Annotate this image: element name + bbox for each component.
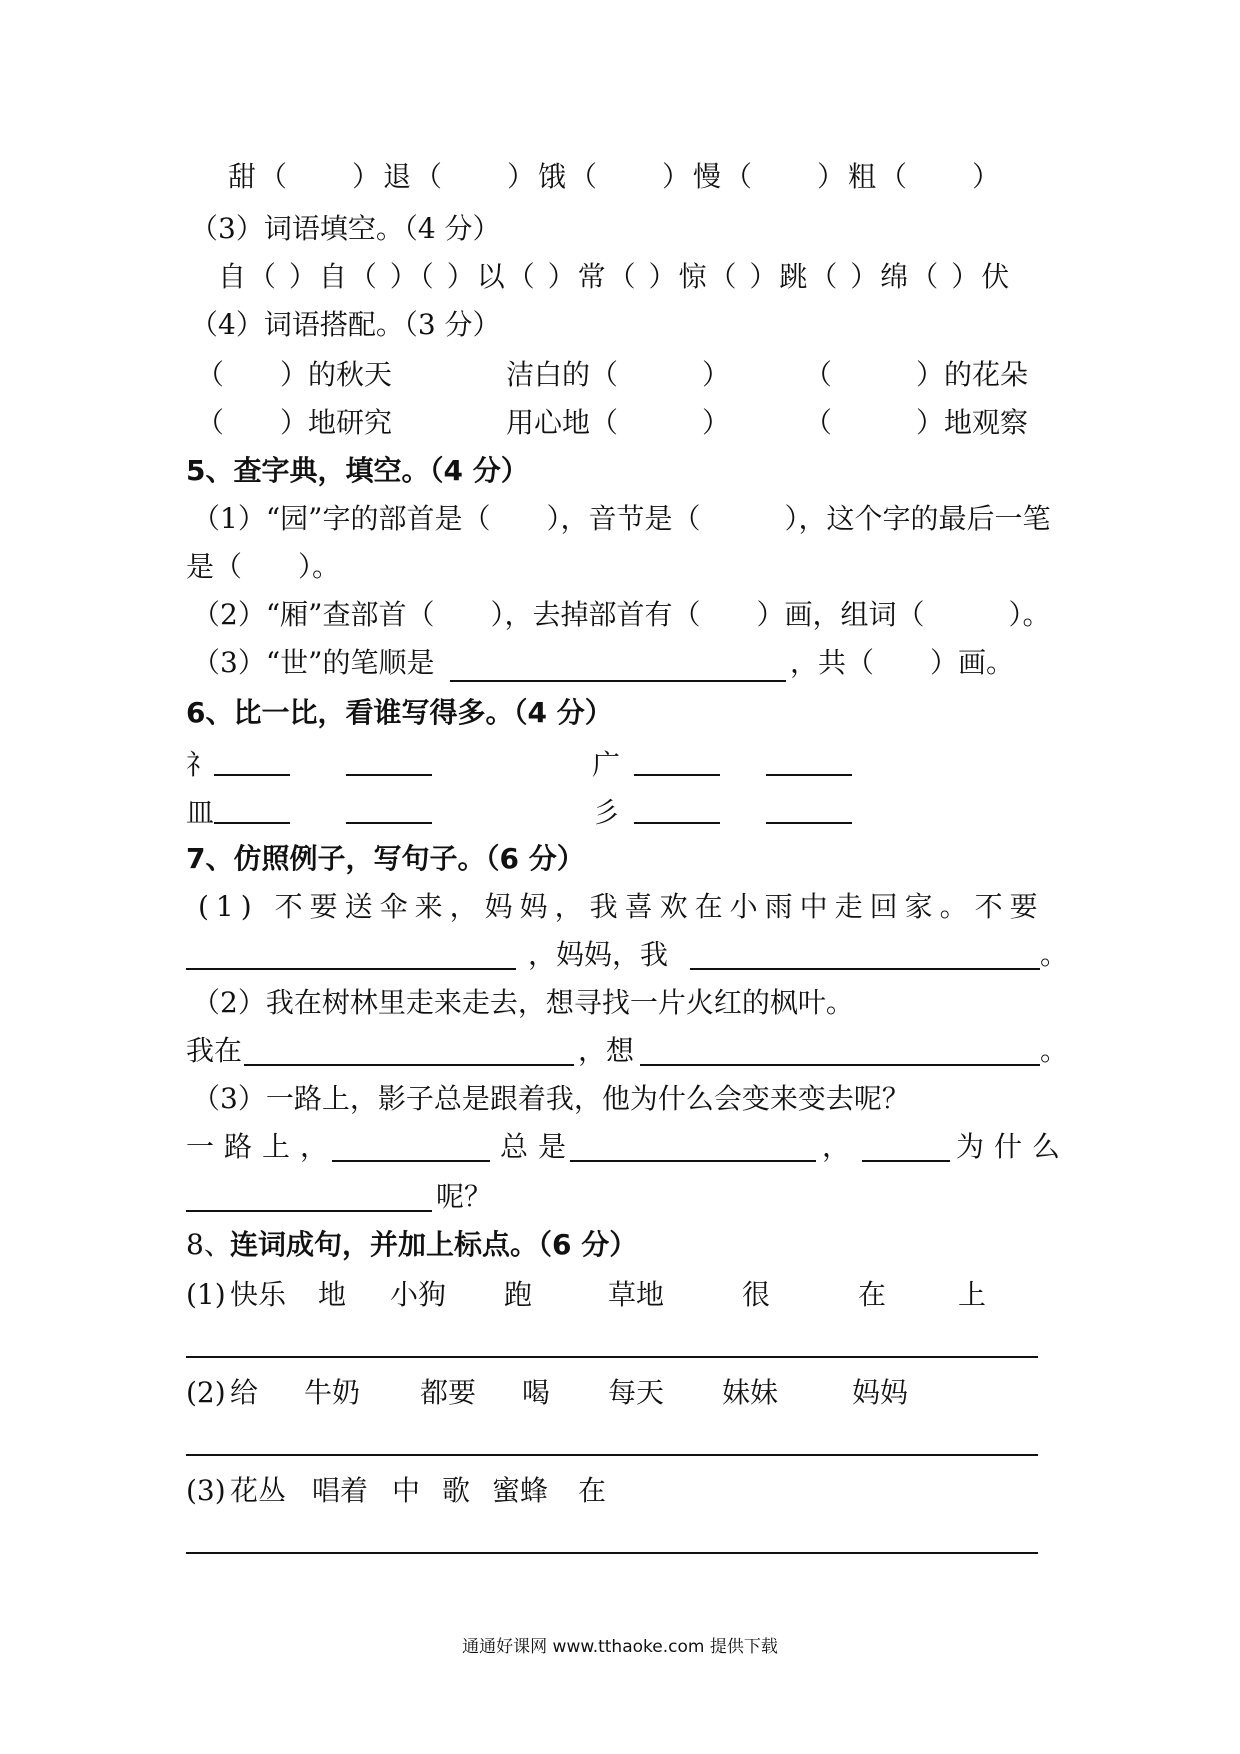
word-tile: 唱着 bbox=[312, 1474, 369, 1507]
write-blank[interactable] bbox=[214, 774, 290, 776]
q4-part3-title: （3）词语填空。（4 分） bbox=[190, 212, 501, 245]
q7-ex3-end: 呢？ bbox=[436, 1180, 493, 1213]
sentence-blank[interactable] bbox=[244, 1064, 574, 1066]
word-tile: 歌 bbox=[442, 1474, 471, 1507]
s3-number: (3) bbox=[186, 1474, 226, 1507]
match-item: 用心地（ ） bbox=[506, 406, 731, 439]
q4-part4-title: （4）词语搭配。（3 分） bbox=[190, 308, 501, 341]
word-tile: 牛奶 bbox=[304, 1376, 361, 1409]
word-tile: 跑 bbox=[504, 1278, 533, 1311]
answer-line[interactable] bbox=[186, 1454, 1038, 1456]
sentence-blank[interactable] bbox=[570, 1160, 816, 1162]
word-tile: 妈妈 bbox=[852, 1376, 909, 1409]
sentence-blank[interactable] bbox=[186, 1210, 432, 1212]
q7-example1: (1) 不要送伞来，妈妈，我喜欢在小雨中走回家。不要 bbox=[198, 890, 1045, 923]
radical-min: 皿 bbox=[186, 796, 215, 829]
word-tile: 上 bbox=[958, 1278, 987, 1311]
q7-ex1-end: 。 bbox=[1040, 938, 1069, 971]
word-tile: 喝 bbox=[522, 1376, 551, 1409]
match-item: （ ）地研究 bbox=[196, 406, 393, 439]
q8-title-number: 8、 bbox=[186, 1228, 232, 1261]
q5-line3-prefix: （3）“世”的笔顺是 bbox=[192, 646, 435, 679]
word-tile: 都要 bbox=[420, 1376, 477, 1409]
word-tile: 中 bbox=[392, 1474, 421, 1507]
word-tile: 地 bbox=[318, 1278, 347, 1311]
match-item: （ ）地观察 bbox=[804, 406, 1029, 439]
q7-ex1-middle: ，妈妈，我 bbox=[528, 938, 669, 971]
q7-ex3-weishenme: 为什么 bbox=[956, 1130, 1071, 1163]
write-blank[interactable] bbox=[766, 774, 852, 776]
sentence-blank[interactable] bbox=[332, 1160, 490, 1162]
sentence-blank[interactable] bbox=[640, 1064, 1040, 1066]
word-tile: 妹妹 bbox=[722, 1376, 779, 1409]
radical-shi: 礻 bbox=[186, 748, 215, 781]
match-item: 洁白的（ ） bbox=[506, 358, 731, 391]
q7-ex2-prefix: 我在 bbox=[186, 1034, 243, 1067]
sentence-blank[interactable] bbox=[862, 1160, 950, 1162]
q5-title: 5、查字典，填空。（4 分） bbox=[186, 454, 529, 487]
antonym-row: 甜（ ）退（ ）饿（ ）慢（ ）粗（ ） bbox=[228, 160, 1004, 193]
write-blank[interactable] bbox=[346, 822, 432, 824]
s2-number: (2) bbox=[186, 1376, 226, 1409]
write-blank[interactable] bbox=[214, 822, 290, 824]
write-blank[interactable] bbox=[634, 774, 720, 776]
write-blank[interactable] bbox=[766, 822, 852, 824]
q7-ex3-prefix: 一路上， bbox=[186, 1130, 339, 1163]
match-item: （ ）的花朵 bbox=[804, 358, 1029, 391]
q7-ex3-comma: ， bbox=[822, 1130, 851, 1163]
footer-credit: 通通好课网 www.tthaoke.com 提供下载 bbox=[462, 1637, 778, 1657]
answer-line[interactable] bbox=[186, 1356, 1038, 1358]
q4-part3-row: 自（ ）自（ ）（ ）以（ ）常（ ）惊（ ）跳（ ）绵（ ）伏 bbox=[218, 260, 1012, 293]
word-tile: 在 bbox=[858, 1278, 887, 1311]
q8-title: 连词成句，并加上标点。（6 分） bbox=[230, 1228, 638, 1261]
q5-line1: （1）“园”字的部首是（ ），音节是（ ），这个字的最后一笔 bbox=[192, 502, 1051, 535]
q7-title: 7、仿照例子，写句子。（6 分） bbox=[186, 842, 585, 875]
q7-example3: （3）一路上，影子总是跟着我，他为什么会变来变去呢？ bbox=[192, 1082, 910, 1115]
q7-ex2-end: 。 bbox=[1040, 1034, 1069, 1067]
word-tile: 很 bbox=[742, 1278, 771, 1311]
s1-number: (1) bbox=[186, 1278, 226, 1311]
q6-title: 6、比一比，看谁写得多。（4 分） bbox=[186, 696, 613, 729]
word-tile: 花丛 bbox=[230, 1474, 287, 1507]
radical-shan: 彡 bbox=[592, 796, 621, 829]
write-blank[interactable] bbox=[634, 822, 720, 824]
sentence-blank[interactable] bbox=[690, 968, 1040, 970]
sentence-blank[interactable] bbox=[186, 968, 516, 970]
q5-line2: （2）“厢”查部首（ ），去掉部首有（ ）画，组词（ ）。 bbox=[192, 598, 1051, 631]
word-tile: 在 bbox=[578, 1474, 607, 1507]
word-tile: 小狗 bbox=[390, 1278, 447, 1311]
q5-line1-continued: 是（ ）。 bbox=[186, 550, 341, 583]
answer-line[interactable] bbox=[186, 1552, 1038, 1554]
q7-ex3-zongshi: 总是 bbox=[500, 1130, 577, 1163]
q5-line3-suffix: ，共（ ）画。 bbox=[790, 646, 1015, 679]
q7-ex2-middle: ，想 bbox=[578, 1034, 635, 1067]
word-tile: 草地 bbox=[608, 1278, 665, 1311]
match-item: （ ）的秋天 bbox=[196, 358, 393, 391]
stroke-order-blank[interactable] bbox=[450, 680, 786, 682]
word-tile: 快乐 bbox=[230, 1278, 287, 1311]
radical-guang: 广 bbox=[592, 748, 621, 781]
write-blank[interactable] bbox=[346, 774, 432, 776]
word-tile: 蜜蜂 bbox=[492, 1474, 549, 1507]
q7-example2: （2）我在树林里走来走去，想寻找一片火红的枫叶。 bbox=[192, 986, 854, 1019]
word-tile: 每天 bbox=[608, 1376, 665, 1409]
word-tile: 给 bbox=[230, 1376, 259, 1409]
